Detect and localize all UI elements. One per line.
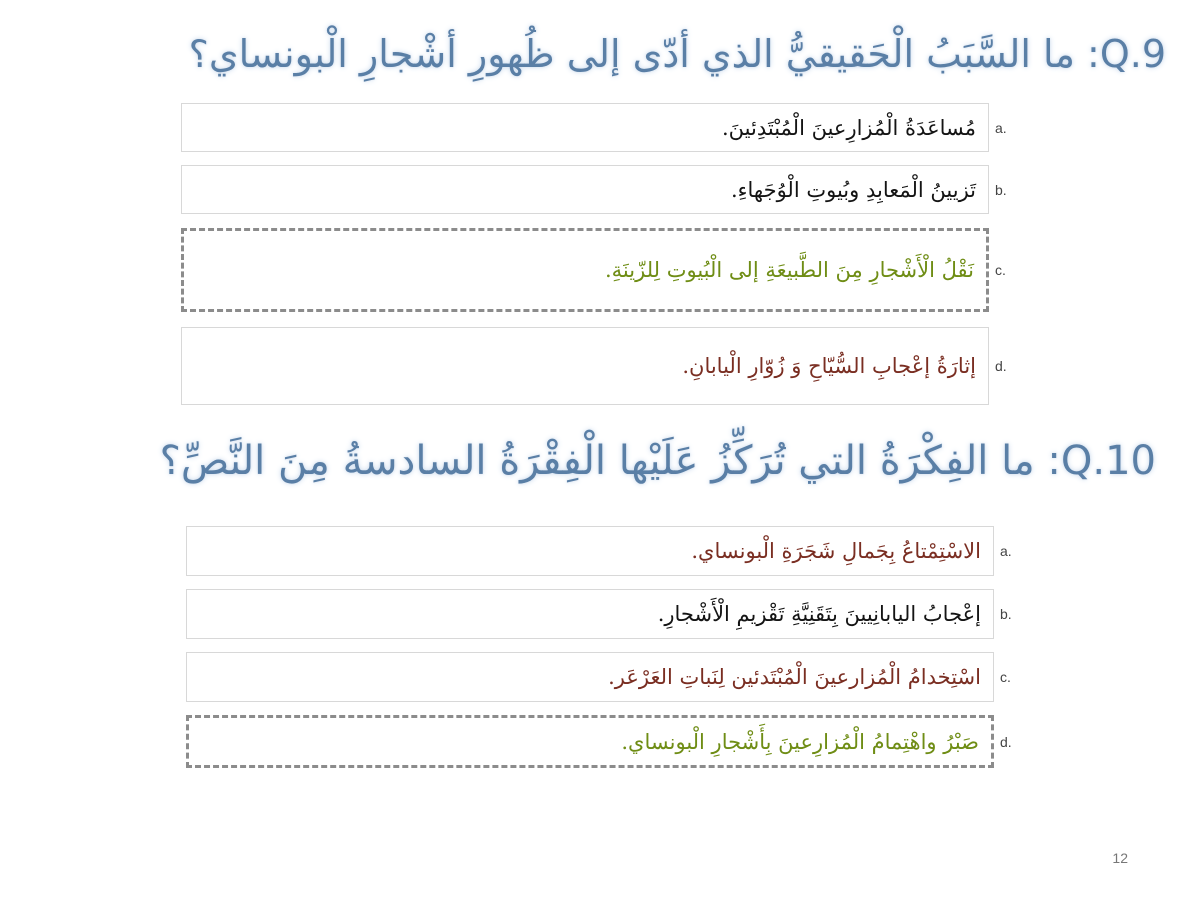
q10-option-a[interactable] [186,526,994,576]
q10-option-d[interactable] [186,715,994,768]
question-9-title: Q.9: ما السَّبَبُ الْحَقيقيُّ الذي أدّى إلى ظُهورِ أشْجارِ الْبونساي؟ [188,32,1166,76]
q10-option-c[interactable] [186,652,994,702]
q10-option-a-text: الاسْتِمْتاعُ بِجَمالِ شَجَرَةِ الْبونساي. [691,539,981,563]
q10-option-c-text: اسْتِخدامُ الْمُزارعينَ الْمُبْتَدئين لِنَباتِ العَرْعَر. [608,665,981,689]
q9-option-a-text: مُساعَدَةُ الْمُزارِعينَ الْمُبْتَدِئينَ. [722,115,976,140]
q10-option-d-text: صَبْرُ واهْتِمامُ الْمُزارِعينَ بِأَشْجارِ الْبونساي. [621,729,979,754]
q9-option-a-letter: a. [995,120,1007,136]
q9-option-c[interactable] [181,228,989,312]
page-number: 12 [1112,850,1128,866]
q10-option-b-letter: b. [1000,606,1012,622]
q10-option-d-letter: d. [1000,734,1012,750]
q10-option-b-text: إعْجابُ اليابانِيينَ بِتَقَنِيَّةِ تَقْزيمِ الْأَشْجارِ. [657,602,981,626]
q9-option-a[interactable] [181,103,989,152]
q10-option-b[interactable] [186,589,994,639]
q9-option-c-text: نَقْلُ الْأَشْجارِ مِنَ الطَّبيعَةِ إلى الْبُيوتِ لِلزّينَةِ. [605,258,974,282]
q9-option-b[interactable] [181,165,989,214]
q9-option-d-text: إثارَةُ إعْجابِ السُّيّاحِ وَ زُوّارِ الْيابانِ. [682,354,976,378]
q10-option-c-letter: c. [1000,669,1011,685]
q9-option-b-text: تَزيينُ الْمَعابِدِ وبُيوتِ الْوُجَهاءِ. [730,177,976,202]
q9-option-c-letter: c. [995,262,1006,278]
question-10-title: Q.10: ما الفِكْرَةُ التي تُرَكِّزُ عَلَيْها الْفِقْرَةُ السادسةُ مِنَ النَّصِّ؟ [159,438,1156,484]
q9-option-d-letter: d. [995,358,1007,374]
q9-option-b-letter: b. [995,182,1007,198]
q10-option-a-letter: a. [1000,543,1012,559]
q9-option-d[interactable] [181,327,989,405]
